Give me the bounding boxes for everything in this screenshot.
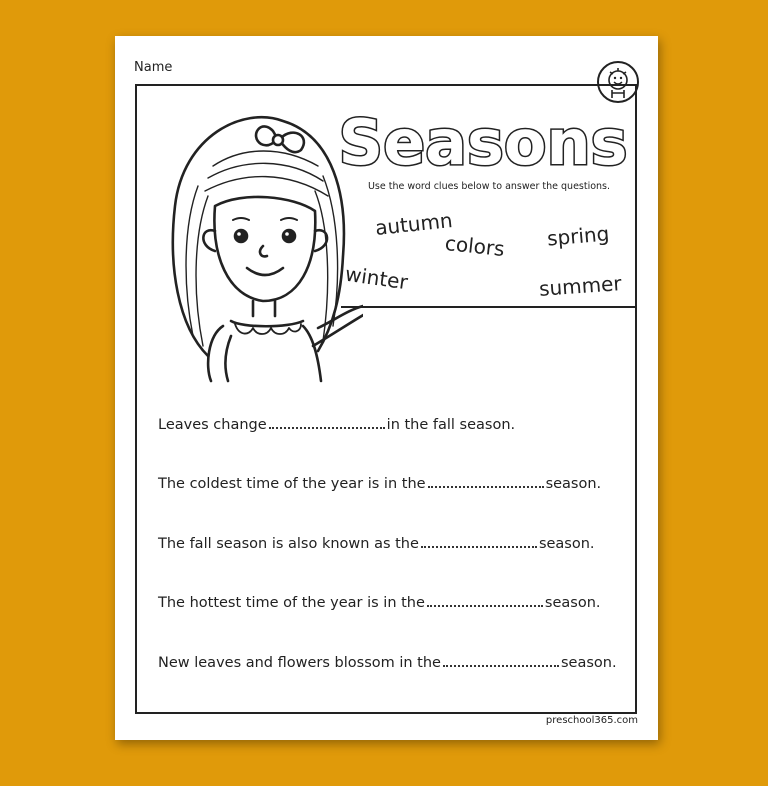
word-clue-colors: colors [443, 230, 506, 262]
question-5-after: season. [560, 655, 617, 671]
question-4 [158, 591, 601, 611]
question-1-before: Leaves change [158, 417, 267, 433]
question-5-before: New leaves and flowers blossom in the [158, 655, 441, 671]
question-3-after: season. [538, 536, 595, 552]
worksheet-title [328, 106, 638, 178]
question-4-before: The hottest time of the year is in the [158, 595, 425, 611]
question-2-after: season. [545, 476, 602, 492]
question-3 [158, 532, 595, 552]
name-label: Name [134, 60, 173, 75]
word-clue-winter: winter [343, 261, 410, 295]
word-clue-box [341, 194, 637, 308]
title-text: Seasons [338, 106, 628, 178]
question-4-after: season. [544, 595, 601, 611]
answer-blank-4[interactable] [427, 591, 543, 607]
question-5 [158, 651, 617, 671]
word-clue-summer: summer [538, 271, 623, 301]
instructions-text: Use the word clues below to answer the questions. [367, 181, 611, 192]
footer-site: preschool365.com [545, 715, 638, 726]
answer-blank-1[interactable] [269, 413, 385, 429]
worksheet-page [115, 36, 658, 740]
word-clue-autumn: autumn [373, 208, 454, 240]
question-1-after: in the fall season. [386, 417, 516, 433]
question-1 [158, 413, 515, 433]
answer-blank-3[interactable] [421, 532, 537, 548]
question-2-before: The coldest time of the year is in the [158, 476, 426, 492]
question-3-before: The fall season is also known as the [158, 536, 419, 552]
answer-blank-2[interactable] [428, 472, 544, 488]
answer-blank-5[interactable] [443, 651, 559, 667]
question-2 [158, 472, 601, 492]
word-clue-spring: spring [546, 221, 611, 251]
